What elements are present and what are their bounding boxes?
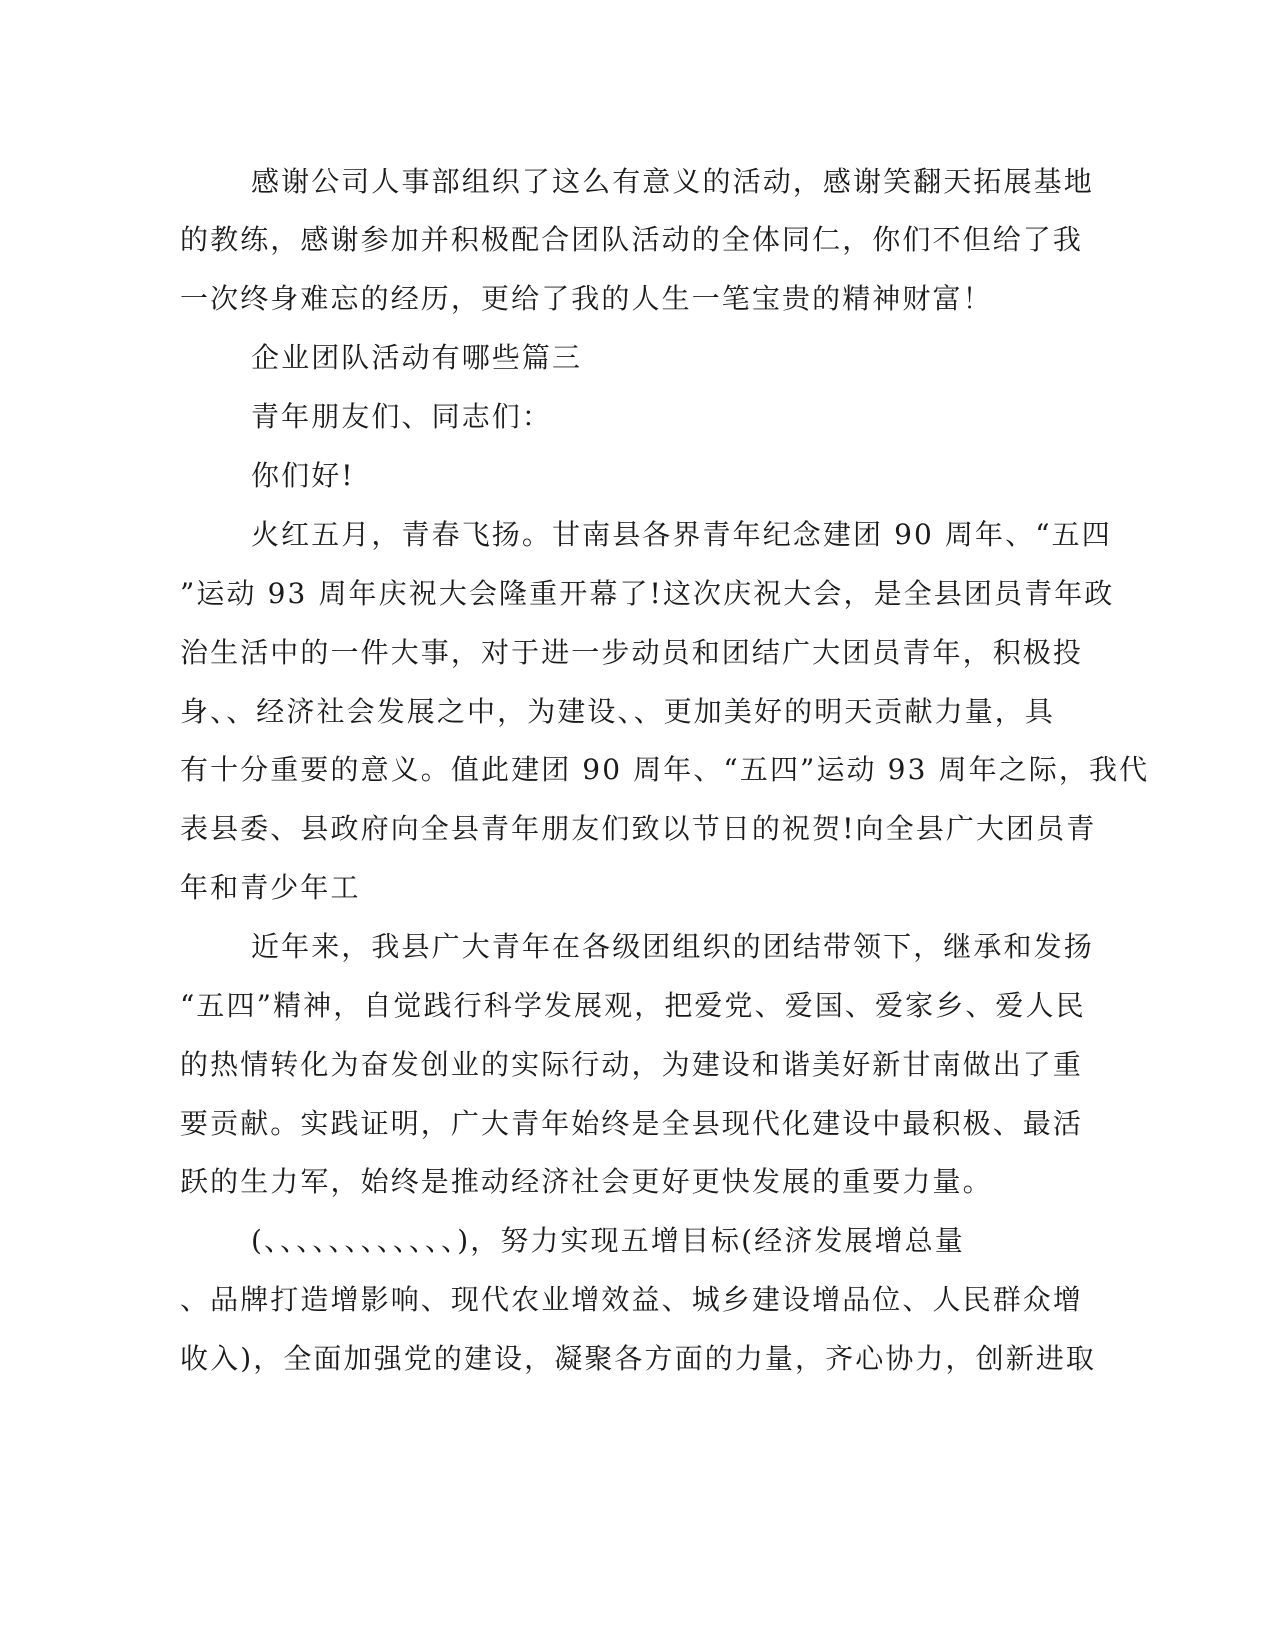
paragraph-line: 跃的生力军，始终是推动经济社会更好更快发展的重要力量。 [180,1165,993,1198]
salutation: 青年朋友们、同志们： [251,400,553,433]
paragraph-line: 感谢公司人事部组织了这么有意义的活动，感谢笑翻天拓展基地 [251,165,1094,198]
paragraph-line: 有十分重要的意义。值此建团 90 周年、“五四”运动 93 周年之际，我代 [180,753,1150,786]
paragraph-line: 身、、经济社会发展之中，为建设、、更加美好的明天贡献力量，具 [180,695,1056,728]
paragraph-line: 一次终身难忘的经历，更给了我的人生一笔宝贵的精神财富！ [180,282,993,315]
paragraph-line: 要贡献。实践证明，广大青年始终是全县现代化建设中最积极、最活 [180,1107,1084,1140]
paragraph-line: (、、、、、、、、、、、、)，努力实现五增目标(经济发展增总量 [251,1224,965,1257]
section-heading: 企业团队活动有哪些篇三 [251,341,583,374]
paragraph-line: 的教练，感谢参加并积极配合团队活动的全体同仁，你们不但给了我 [180,223,1084,256]
paragraph-line: “五四”精神，自觉践行科学发展观，把爱党、爱国、爱家乡、爱人民 [180,989,1086,1022]
paragraph-line: 年和青少年工 [180,871,361,904]
paragraph-line: 治生活中的一件大事，对于进一步动员和团结广大团员青年，积极投 [180,636,1084,669]
paragraph-line: 的热情转化为奋发创业的实际行动，为建设和谐美好新甘南做出了重 [180,1048,1084,1081]
paragraph-line: 收入)，全面加强党的建设，凝聚各方面的力量，齐心协力，创新进取 [180,1342,1097,1375]
paragraph-line: 、品牌打造增影响、现代农业增效益、城乡建设增品位、人民群众增 [180,1283,1084,1316]
paragraph-line: ”运动 93 周年庆祝大会隆重开幕了!这次庆祝大会，是全县团员青年政 [180,577,1115,610]
greeting: 你们好! [251,459,355,492]
paragraph-line: 表县委、县政府向全县青年朋友们致以节日的祝贺!向全县广大团员青 [180,812,1097,845]
paragraph-line: 火红五月，青春飞扬。甘南县各界青年纪念建团 90 周年、“五四 [251,518,1112,551]
paragraph-line: 近年来，我县广大青年在各级团组织的团结带领下，继承和发扬 [251,930,1094,963]
